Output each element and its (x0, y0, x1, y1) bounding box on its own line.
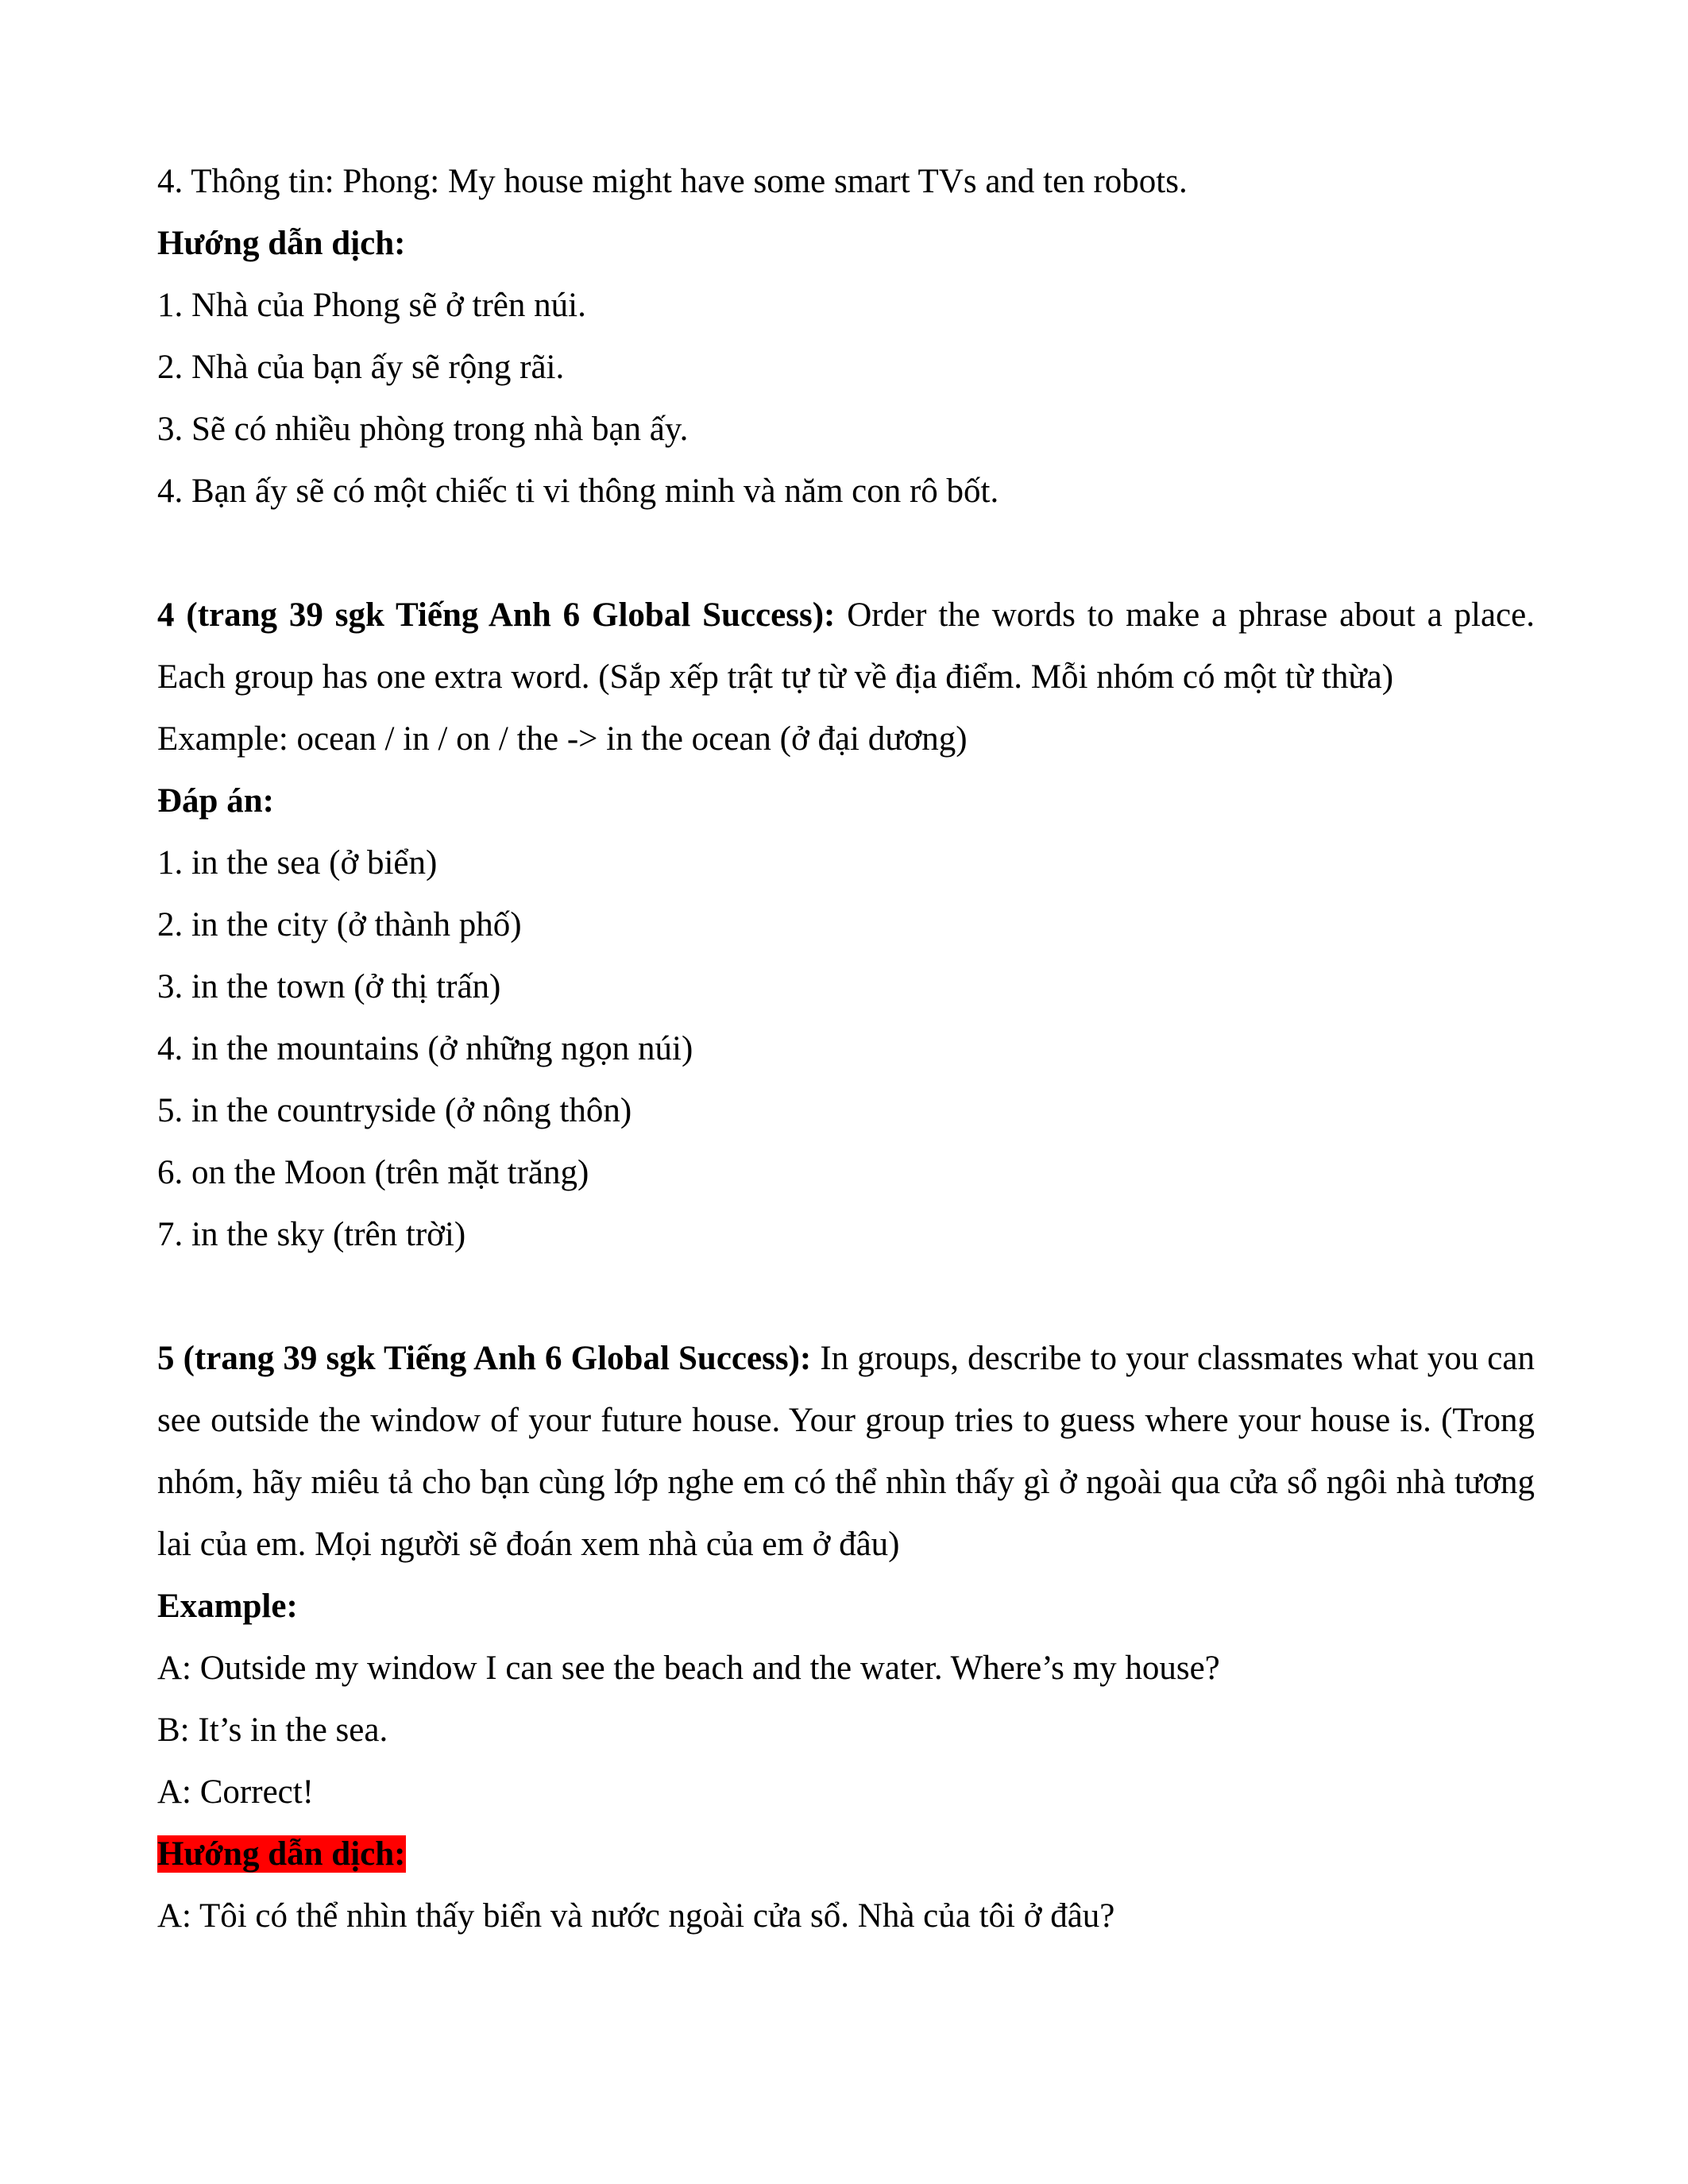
exercise5-paragraph (157, 1328, 1535, 1576)
document-body (157, 151, 1535, 1947)
answer-line: 7. in the sky (trên trời) (157, 1216, 466, 1253)
translation-line: A: Tôi có thể nhìn thấy biển và nước ngoài cửa sổ. Nhà của tôi ở đâu? (157, 1897, 1115, 1935)
exercise4-paragraph (157, 585, 1535, 708)
dialogue-line: A: Outside my window I can see the beach and the water. Where’s my house? (157, 1650, 1220, 1687)
section-spacer (157, 523, 1535, 585)
dialogue-line: B: It’s in the sea. (157, 1711, 388, 1749)
translation-line: 3. Sẽ có nhiều phòng trong nhà bạn ấy. (157, 411, 689, 448)
info-line: 4. Thông tin: Phong: My house might have some smart TVs and ten robots. (157, 163, 1188, 200)
translation-line: 2. Nhà của bạn ấy sẽ rộng rãi. (157, 349, 565, 386)
answer-line: 6. on the Moon (trên mặt trăng) (157, 1154, 589, 1191)
exercise5-title: 5 (trang 39 sgk Tiếng Anh 6 Global Success): (157, 1340, 812, 1377)
exercise5-instruction: In groups, describe to your classmates what you can see outside the window of your future house. Your group tries to guess where your house is. (Trong nhóm, hãy miêu tả cho bạn cùng lớp nghe em có thể nhìn thấy gì ở ngoài qua cửa sổ ngôi nhà tương lai của em. Mọi người sẽ đoán xem nhà của em ở đâu) (157, 1340, 1535, 1563)
answer-line: 1. in the sea (ở biển) (157, 844, 438, 882)
example-heading: Example: (157, 1588, 298, 1625)
translation-line: 4. Bạn ấy sẽ có một chiếc ti vi thông minh và năm con rô bốt. (157, 473, 999, 510)
answer-line: 2. in the city (ở thành phố) (157, 906, 522, 943)
answer-line: 5. in the countryside (ở nông thôn) (157, 1092, 632, 1129)
exercise4-title: 4 (trang 39 sgk Tiếng Anh 6 Global Success): (157, 596, 836, 634)
exercise4-instruction: Order the words to make a phrase about a place. Each group has one extra word. (Sắp xếp trật tự từ về địa điểm. Mỗi nhóm có một từ thừa) (157, 596, 1535, 696)
highlighted-translation-heading-row (157, 1823, 1535, 1885)
answer-heading: Đáp án: (157, 782, 274, 820)
answer-line: 3. in the town (ở thị trấn) (157, 968, 501, 1005)
section-spacer (157, 1266, 1535, 1328)
highlighted-translation-heading: Hướng dẫn dịch: (157, 1835, 406, 1873)
dialogue-line: A: Correct! (157, 1773, 315, 1811)
translation-heading: Hướng dẫn dịch: (157, 225, 406, 262)
exercise4-example: Example: ocean / in / on / the -> in the ocean (ở đại dương) (157, 720, 968, 758)
translation-line: 1. Nhà của Phong sẽ ở trên núi. (157, 287, 586, 324)
answer-line: 4. in the mountains (ở những ngọn núi) (157, 1030, 693, 1067)
